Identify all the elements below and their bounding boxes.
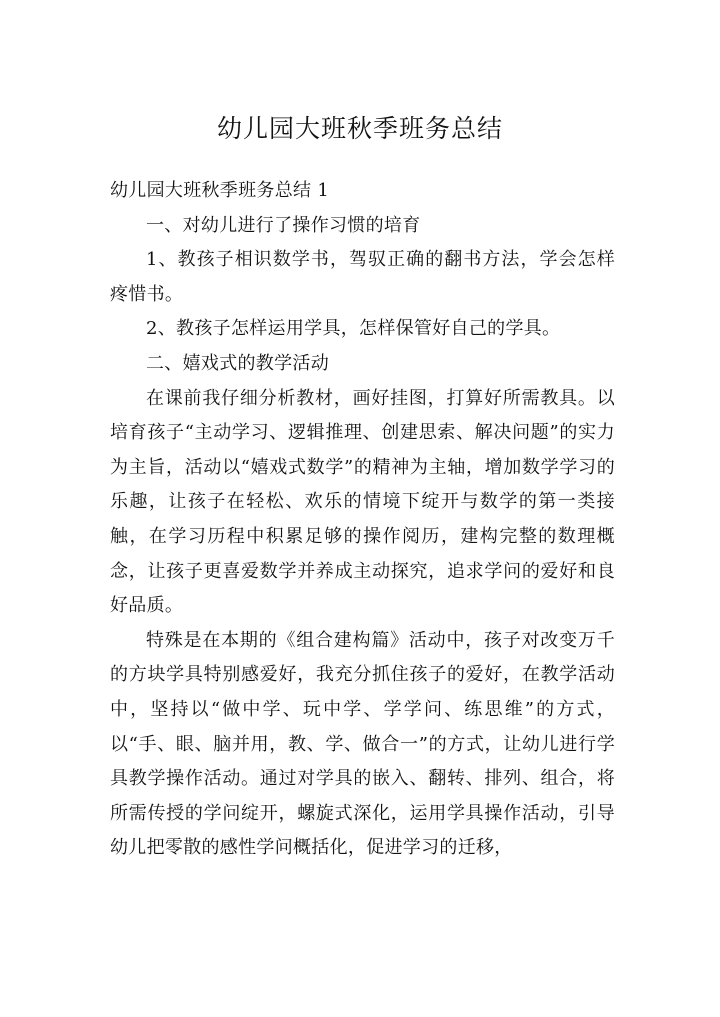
- body-paragraph-1: 在课前我仔细分析教材，画好挂图，打算好所需教具。以培育孩子“主动学习、逻辑推理、创建思索、解决问题”的实力为主旨，活动以“嬉戏式数学”的精神为主轴，增加数学学习的乐趣，让孩子在轻松、欢乐的情境下绽开与数学的第一类接触，在学习历程中积累足够的操作阅历，建构完整的数理概念，让孩子更喜爱数学并养成主动探究，追求学问的爱好和良好品质。: [110, 387, 615, 617]
- section-heading-1: 一、对幼儿进行了操作习惯的培育: [146, 214, 421, 236]
- section-heading-2: 二、嬉戏式的教学活动: [146, 352, 329, 374]
- document-title: 幼儿园大班秋季班务总结: [216, 114, 503, 143]
- subtitle-paragraph: 幼儿园大班秋季班务总结 1: [110, 180, 330, 201]
- list-item-2: 2、教孩子怎样运用学具，怎样保管好自己的学具。: [146, 318, 561, 340]
- body-paragraph-2: 特殊是在本期的《组合建构篇》活动中，孩子对改变万千的方块学具特别感爱好，我充分抓住孩子的爱好，在教学活动中，坚持以“做中学、玩中学、学学问、练思维”的方式，以“手、眼、脑并用，教、学、做合一”的方式，让幼儿进行学具教学操作活动。通过对学具的嵌入、翻转、排列、组合，将所需传授的学问绽开，螺旋式深化，运用学具操作活动，引导幼儿把零散的感性学问概括化，促进学习的迁移，: [110, 629, 615, 859]
- document-body: [110, 174, 615, 866]
- list-item-1: 1、教孩子相识数学书，驾驭正确的翻书方法，学会怎样疼惜书。: [110, 249, 615, 305]
